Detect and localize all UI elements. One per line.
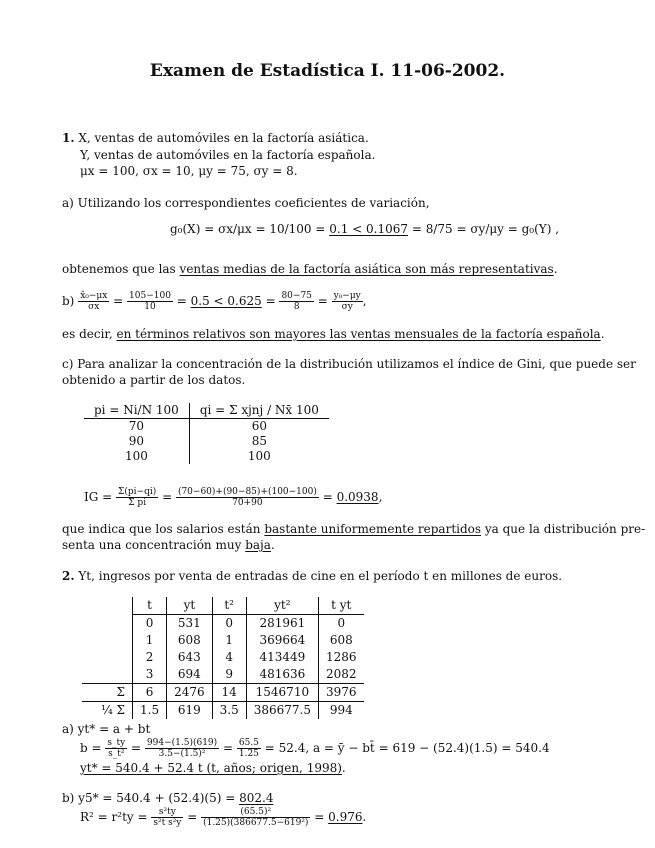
part-a-formula-right: = 8/75 = σy/μy = g₀(Y) , xyxy=(411,222,560,236)
table-header: t xyxy=(133,597,167,615)
part-a-conclusion xyxy=(62,262,558,277)
table-cell: 994 xyxy=(319,702,364,720)
part-b-formula: b) $\frac{\text{x̄₀−μx}}{\sigma x}$ = $\frac{105-100}{10}$ = 0.5 < 0.625 = $\frac{80-75}{8}$ = $\frac{\text{y₀−μy}}{\sigma y}$ , xyxy=(62,291,367,312)
gini-index-formula: IG = $\frac{\Sigma(pi-qi)}{\text{Σ pi}}$ = $\frac{(70-60)+(90-85)+(100-100)}{70+90}$ = 0.0938, xyxy=(84,487,383,508)
table-cell: 2476 xyxy=(167,684,213,702)
fitted-line: yt* = 540.4 + 52.4 t (t, años; origen, 1998) xyxy=(80,761,342,775)
table-cell: 9 xyxy=(212,666,246,684)
part-c-conclusion2-highlight: baja xyxy=(245,538,271,552)
gini-cell-q: 85 xyxy=(251,434,267,448)
gini-table-wrap xyxy=(84,403,329,464)
table-cell: 619 xyxy=(167,702,213,720)
r2-label: R² = r²ty = xyxy=(80,810,148,824)
table-cell: 1546710 xyxy=(246,684,318,702)
part-b-conclusion-pre: es decir, xyxy=(62,327,113,341)
table-cell: 4 xyxy=(212,649,246,666)
table-row xyxy=(82,615,364,633)
part-c-conclusion-post: ya que la distribución pre- xyxy=(484,522,646,536)
table-row xyxy=(82,702,364,720)
r2-frac-1: $\frac{\text{s²ty}}{\text{s²t s²y}}$ xyxy=(153,807,182,828)
part-b-frac-2: $\frac{105-100}{10}$ xyxy=(129,291,171,312)
table-row xyxy=(82,666,364,684)
part-c-conclusion-1 xyxy=(62,522,645,537)
fitted-line-post: . xyxy=(341,761,346,775)
row-label xyxy=(82,649,133,666)
part-a-formula-highlight: 0.1 < 0.1067 xyxy=(329,222,409,236)
part-b-frac-4: $\frac{\text{y₀−μy}}{\sigma y}$ xyxy=(333,291,361,312)
part-a-formula-left: g₀(X) = σx/μx = 10/100 = xyxy=(170,222,326,236)
table-cell: 369664 xyxy=(246,632,318,649)
sum-row-label: Σ xyxy=(82,684,133,702)
part-a-conclusion-pre: obtenemos que las xyxy=(62,262,176,276)
table-cell: 281961 xyxy=(246,615,318,633)
gini-cell-q: 100 xyxy=(247,449,271,463)
row-label xyxy=(82,666,133,684)
p2-part-b-prediction xyxy=(62,791,273,806)
part-a-intro: a) Utilizando los correspondientes coeficientes de variación, xyxy=(62,196,430,210)
slope-frac-2: $\frac{994-(1.5)(619)}{\text{3.5−(1.5)²}}$ xyxy=(146,738,218,759)
part-b-frac-1: $\frac{\text{x̄₀−μx}}{\sigma x}$ xyxy=(80,291,108,312)
gini-frac-1: $\frac{\Sigma(pi-qi)}{\text{Σ pi}}$ xyxy=(118,487,157,508)
gini-header-p: pi = Ni/N 100 xyxy=(84,403,189,419)
problem-1-line1 xyxy=(62,131,369,146)
prediction-pre: b) y5* = 540.4 + (52.4)(5) = xyxy=(62,791,236,805)
part-c-conclusion2-pre: senta una concentración muy xyxy=(62,538,242,552)
page-title: Examen de Estadística I. 11-06-2002. xyxy=(149,61,506,81)
table-cell: 1 xyxy=(133,632,167,649)
table-cell: 1 xyxy=(212,632,246,649)
table-cell: 608 xyxy=(167,632,213,649)
row-label xyxy=(82,615,133,633)
gini-cell-q: 60 xyxy=(251,419,267,433)
table-cell: 608 xyxy=(329,633,353,647)
mean-row-label: ¼ Σ xyxy=(82,702,133,720)
problem-2-intro xyxy=(62,569,562,584)
row-label xyxy=(82,632,133,649)
table-cell: 643 xyxy=(167,649,213,666)
table-cell: 531 xyxy=(167,615,213,633)
gini-table xyxy=(84,403,329,464)
part-c-line1: c) Para analizar la concentración de la distribución utilizamos el índice de Gini, que puede ser xyxy=(62,357,636,371)
slope-frac-3: $\frac{65.5}{1.25}$ xyxy=(238,738,259,759)
table-row xyxy=(82,632,364,649)
r2-result: 0.976 xyxy=(328,810,363,824)
gini-cell-p: 70 xyxy=(84,419,189,435)
part-a-conclusion-post: . xyxy=(553,262,558,276)
problem-1-x-definition: X, ventas de automóviles en la factoría asiática. xyxy=(78,131,369,145)
table-cell: 386677.5 xyxy=(246,702,318,720)
table-cell: 1.5 xyxy=(133,702,167,720)
problem-2-number: 2. xyxy=(62,569,75,583)
table-cell: 0 xyxy=(212,615,246,633)
table-row xyxy=(84,449,329,464)
table-cell: 3.5 xyxy=(212,702,246,720)
gini-cell-p: 100 xyxy=(84,449,189,464)
table-cell: 694 xyxy=(167,666,213,684)
p2-part-a-fit xyxy=(80,761,346,776)
gini-index-label: IG = xyxy=(84,490,113,504)
part-c-conclusion-highlight: bastante uniformemente repartidos xyxy=(264,522,482,536)
table-cell: 1286 xyxy=(326,650,357,664)
cine-table xyxy=(82,597,364,719)
table-row xyxy=(84,419,329,435)
p2-part-a-slope: b = $\frac{s\_ty}{\text{s\_t²}}$ = $\frac{994-(1.5)(619)}{\text{3.5−(1.5)²}}$ = $\frac{65.5}{1.25}$ = 52.4, a = ȳ − bt̄ = 619 − (52.4)(1.5) = 540.4 xyxy=(80,738,550,759)
cine-table-wrap xyxy=(82,597,364,719)
slope-frac-1: $\frac{s\_ty}{\text{s\_t²}}$ xyxy=(107,738,126,759)
part-b-frac-3: $\frac{80-75}{8}$ xyxy=(281,291,312,312)
problem-1-y-definition: Y, ventas de automóviles en la factoría española. xyxy=(80,148,376,162)
table-cell: 3976 xyxy=(319,684,364,702)
table-corner xyxy=(82,597,133,615)
gini-cell-p: 90 xyxy=(84,434,189,449)
table-row xyxy=(82,684,364,702)
part-b-conclusion-post: . xyxy=(600,327,605,341)
slope-post: = 52.4, a = ȳ − bt̄ = 619 − (52.4)(1.5) = 540.4 xyxy=(264,741,550,755)
table-header: t² xyxy=(212,597,246,615)
part-c-conclusion2-post: . xyxy=(270,538,275,552)
p2-part-a-model: a) yt* = a + bt xyxy=(62,722,151,736)
part-b-conclusion xyxy=(62,327,605,342)
part-b-label: b) xyxy=(62,294,75,308)
table-cell: 3 xyxy=(133,666,167,684)
part-a-conclusion-highlight: ventas medias de la factoría asiática son más representativas xyxy=(179,262,554,276)
problem-1-number: 1. xyxy=(62,131,75,145)
problem-1-parameters: μx = 100, σx = 10, μy = 75, σy = 8. xyxy=(80,164,298,178)
table-cell: 2 xyxy=(133,649,167,666)
part-c-line2: obtenido a partir de los datos. xyxy=(62,373,246,387)
table-cell: 0 xyxy=(133,615,167,633)
gini-result: 0.0938 xyxy=(336,490,379,504)
part-a-formula xyxy=(170,222,559,237)
table-header: yt xyxy=(167,597,213,615)
part-b-highlight: 0.5 < 0.625 xyxy=(190,294,262,308)
gini-frac-2: $\frac{(70-60)+(90-85)+(100-100)}{70+90}$ xyxy=(177,487,317,508)
table-header: yt² xyxy=(246,597,318,615)
r2-frac-2: $\frac{\text{(65.5)²}}{\text{(1.25)(386677.5−619²)}}$ xyxy=(203,807,309,828)
table-cell: 413449 xyxy=(246,649,318,666)
table-cell: 481636 xyxy=(246,666,318,684)
table-header: t yt xyxy=(319,597,364,615)
table-row xyxy=(82,649,364,666)
part-b-conclusion-highlight: en términos relativos son mayores las ventas mensuales de la factoría española xyxy=(116,327,601,341)
problem-2-description: Yt, ingresos por venta de entradas de cine en el período t en millones de euros. xyxy=(78,569,563,583)
r2-post: . xyxy=(362,810,367,824)
table-cell: 0 xyxy=(337,616,346,630)
part-c-conclusion-pre: que indica que los salarios están xyxy=(62,522,261,536)
table-cell: 6 xyxy=(133,684,167,702)
p2-part-b-r2: R² = r²ty = $\frac{\text{s²ty}}{\text{s²t s²y}}$ = $\frac{\text{(65.5)²}}{\text{(1.25)(386677.5−619²)}}$ = 0.976. xyxy=(80,807,367,828)
prediction-result: 802.4 xyxy=(239,791,274,805)
table-cell: 2082 xyxy=(326,667,357,681)
table-cell: 14 xyxy=(212,684,246,702)
gini-header-q: qi = Σ xjnj / Nx̄ 100 xyxy=(189,403,329,419)
table-row xyxy=(84,434,329,449)
part-c-conclusion-2 xyxy=(62,538,275,553)
slope-label: b = xyxy=(80,741,102,755)
